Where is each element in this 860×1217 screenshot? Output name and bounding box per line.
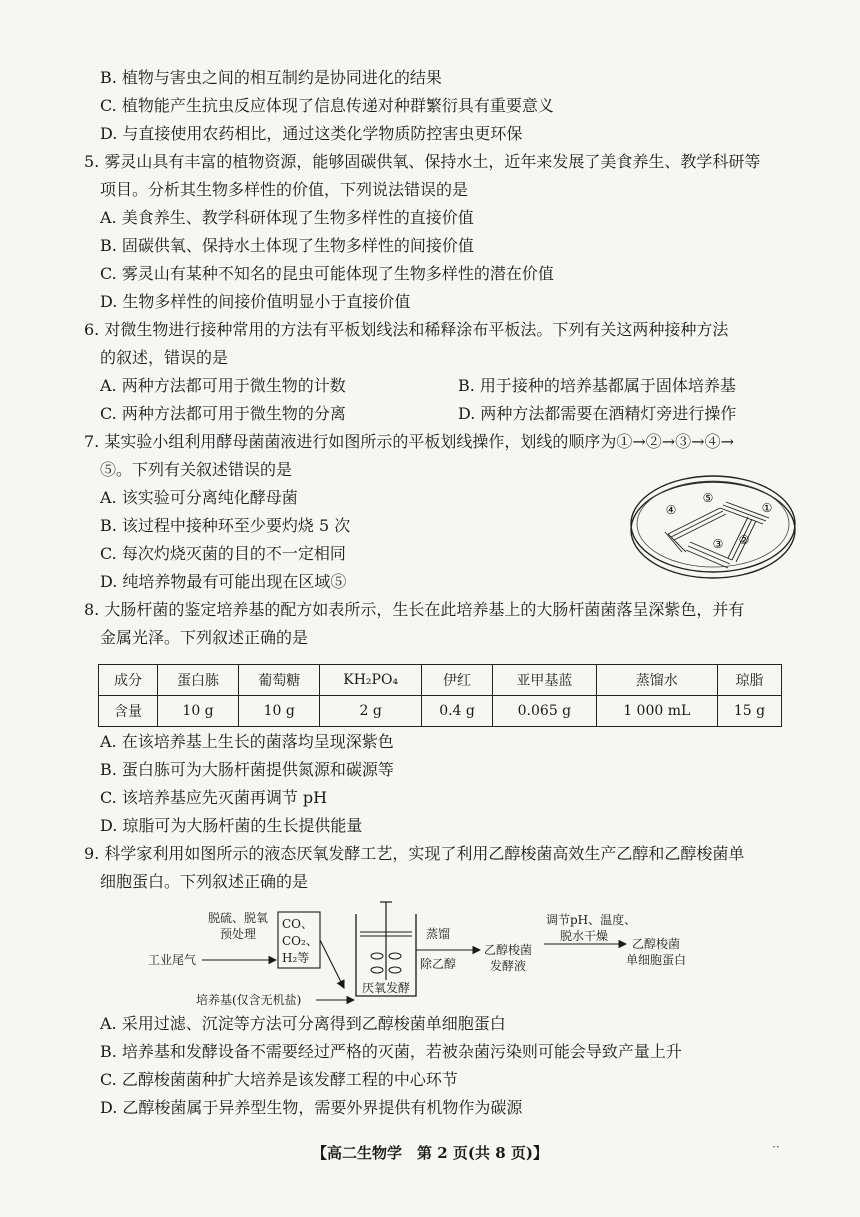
- table-cell: 10 g: [239, 696, 320, 727]
- broth-label-2: 发酵液: [490, 959, 527, 973]
- industrial-gas-label: 工业尾气: [148, 953, 197, 967]
- table-cell: KH₂PO₄: [320, 665, 422, 696]
- tank-label: 厌氧发酵: [362, 981, 411, 995]
- q9-option-c: C. 乙醇梭菌菌种扩大培养是该发酵工程的中心环节: [100, 1070, 458, 1089]
- q9-stem-line2: 细胞蛋白。下列叙述正确的是: [100, 872, 309, 891]
- q7-option-a: A. 该实验可分离纯化酵母菌: [100, 488, 298, 507]
- distill-label-2: 除乙醇: [420, 957, 457, 971]
- dish-label-5: ⑤: [702, 491, 714, 505]
- table-cell: 10 g: [157, 696, 238, 727]
- table-row: [99, 696, 782, 727]
- product-label-1: 乙醇梭菌: [632, 937, 681, 951]
- q6-option-b: B. 用于接种的培养基都属于固体培养基: [458, 376, 736, 395]
- table-cell: 成分: [99, 665, 158, 696]
- q4-option-b: B. 植物与害虫之间的相互制约是协同进化的结果: [100, 68, 442, 87]
- broth-label-1: 乙醇梭菌: [484, 943, 533, 957]
- q4-option-c: C. 植物能产生抗虫反应体现了信息传递对种群繁衍具有重要意义: [100, 96, 554, 115]
- q7-option-b: B. 该过程中接种环至少要灼烧 5 次: [100, 516, 351, 535]
- pretreat-label-1: 脱硫、脱氧: [208, 911, 269, 925]
- table-row: [99, 665, 782, 696]
- table-cell: 琼脂: [717, 665, 781, 696]
- q8-option-b: B. 蛋白胨可为大肠杆菌提供氮源和碳源等: [100, 760, 394, 779]
- table-cell: 亚甲基蓝: [493, 665, 597, 696]
- dish-label-4: ④: [665, 503, 677, 517]
- table-cell: 蒸馏水: [596, 665, 717, 696]
- q9-option-a: A. 采用过滤、沉淀等方法可分离得到乙醇梭菌单细胞蛋白: [100, 1014, 506, 1033]
- distill-label-1: 蒸馏: [426, 927, 451, 941]
- table-cell: 0.4 g: [421, 696, 492, 727]
- q6-option-c: C. 两种方法都可用于微生物的分离: [100, 404, 346, 423]
- fermentation-process-diagram: [140, 900, 740, 1012]
- q5-option-b: B. 固碳供氧、保持水土体现了生物多样性的间接价值: [100, 236, 474, 255]
- q5-option-c: C. 雾灵山有某种不知名的昆虫可能体现了生物多样性的潜在价值: [100, 264, 554, 283]
- q8-option-d: D. 琼脂可为大肠杆菌的生长提供能量: [100, 816, 363, 835]
- q7-stem-line1: 7. 某实验小组利用酵母菌菌液进行如图所示的平板划线操作，划线的顺序为①→②→③→④→: [84, 432, 734, 451]
- q5-stem-line1: 5. 雾灵山具有丰富的植物资源，能够固碳供氧、保持水土，近年来发展了美食养生、教学科研等: [84, 152, 761, 171]
- corner-mark: ··: [772, 1140, 780, 1154]
- q9-stem-line1: 9. 科学家利用如图所示的液态厌氧发酵工艺，实现了利用乙醇梭菌高效生产乙醇和乙醇梭菌单: [84, 844, 745, 863]
- q8-option-a: A. 在该培养基上生长的菌落均呈现深紫色: [100, 732, 394, 751]
- page-footer: 【高二生物学 第 2 页(共 8 页)】: [312, 1144, 548, 1162]
- q6-stem-line1: 6. 对微生物进行接种常用的方法有平板划线法和稀释涂布平板法。下列有关这两种接种方法: [84, 320, 729, 339]
- gas-box-line-1: CO、: [282, 917, 314, 931]
- petri-dish-figure: [628, 472, 798, 582]
- medium-label: 培养基(仅含无机盐): [196, 993, 302, 1007]
- q9-option-d: D. 乙醇梭菌属于异养型生物，需要外界提供有机物作为碳源: [100, 1098, 523, 1117]
- medium-recipe-table: [98, 664, 782, 727]
- gas-box-line-2: CO₂、: [282, 934, 318, 948]
- q8-option-c: C. 该培养基应先灭菌再调节 pH: [100, 788, 328, 807]
- adjust-label-2: 脱水干燥: [560, 929, 609, 943]
- q5-option-d: D. 生物多样性的间接价值明显小于直接价值: [100, 292, 411, 311]
- q8-stem-line2: 金属光泽。下列叙述正确的是: [100, 628, 309, 647]
- table-cell: 1 000 mL: [596, 696, 717, 727]
- q6-stem-line2: 的叙述，错误的是: [100, 348, 229, 367]
- q6-option-d: D. 两种方法都需要在酒精灯旁进行操作: [458, 404, 737, 423]
- q5-stem-line2: 项目。分析其生物多样性的价值，下列说法错误的是: [100, 180, 469, 199]
- product-label-2: 单细胞蛋白: [626, 953, 687, 967]
- table-cell: 含量: [99, 696, 158, 727]
- q7-option-c: C. 每次灼烧灭菌的目的不一定相同: [100, 544, 346, 563]
- q7-option-d: D. 纯培养物最有可能出现在区域⑤: [100, 572, 347, 591]
- adjust-label-1: 调节pH、温度、: [546, 913, 637, 927]
- dish-label-3: ③: [712, 537, 724, 551]
- table-cell: 蛋白胨: [157, 665, 238, 696]
- q7-stem-line2: ⑤。下列有关叙述错误的是: [100, 460, 293, 479]
- table-cell: 0.065 g: [493, 696, 597, 727]
- pretreat-label-2: 预处理: [220, 927, 257, 941]
- gas-box-line-3: H₂等: [282, 951, 310, 965]
- q4-option-d: D. 与直接使用农药相比，通过这类化学物质防控害虫更环保: [100, 124, 523, 143]
- table-cell: 2 g: [320, 696, 422, 727]
- dish-label-2: ②: [738, 533, 750, 547]
- dish-label-1: ①: [761, 501, 773, 515]
- q9-option-b: B. 培养基和发酵设备不需要经过严格的灭菌，若被杂菌污染则可能会导致产量上升: [100, 1042, 682, 1061]
- table-cell: 伊红: [421, 665, 492, 696]
- table-cell: 15 g: [717, 696, 781, 727]
- q5-option-a: A. 美食养生、教学科研体现了生物多样性的直接价值: [100, 208, 474, 227]
- q6-option-a: A. 两种方法都可用于微生物的计数: [100, 376, 346, 395]
- q8-stem-line1: 8. 大肠杆菌的鉴定培养基的配方如表所示，生长在此培养基上的大肠杆菌菌落呈深紫色，并有: [84, 600, 745, 619]
- table-cell: 葡萄糖: [239, 665, 320, 696]
